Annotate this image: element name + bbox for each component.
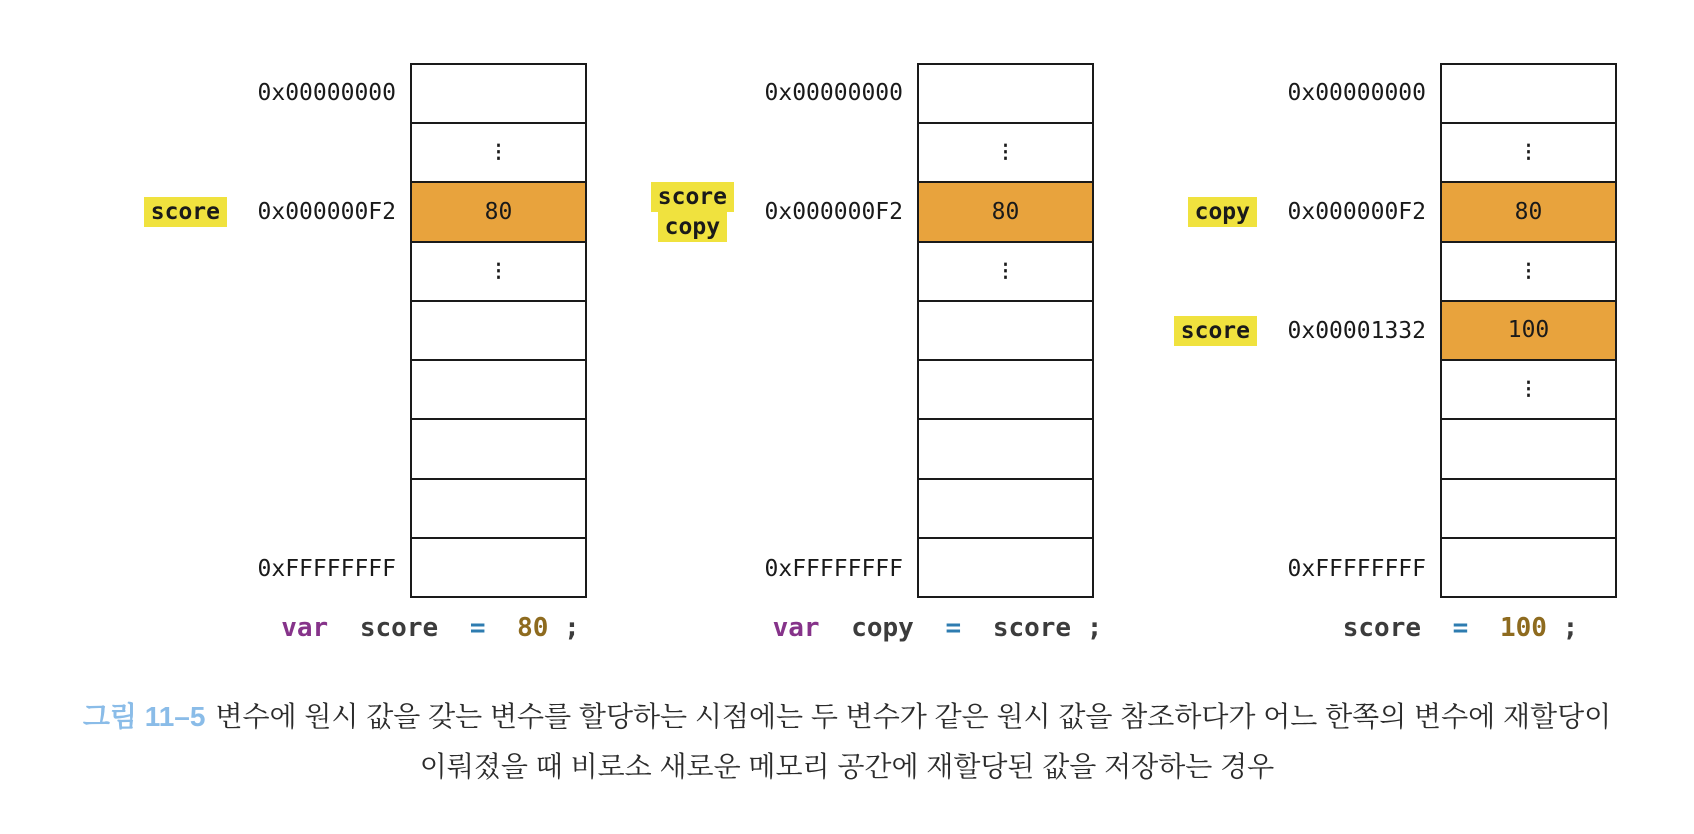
code-line-2 (704, 611, 1171, 645)
code-line-1 (197, 611, 664, 645)
memory-cell (412, 478, 585, 537)
memory-panel-2 (627, 63, 1103, 663)
variable-label-score: score (1174, 316, 1257, 346)
memory-cell-ellipsis (412, 122, 585, 181)
cell-value: 80 (991, 199, 1020, 226)
code-identifier: score (992, 613, 1072, 643)
figure-caption (0, 692, 1694, 792)
cell-value: 80 (484, 199, 513, 226)
code-keyword: var (772, 613, 820, 643)
code-identifier: copy (851, 613, 914, 643)
memory-panel-1 (120, 63, 587, 663)
address-score-copy: 0x000000F2 (764, 199, 903, 225)
memory-cell-ellipsis (1442, 241, 1615, 300)
vertical-ellipsis: ⋮ (489, 141, 508, 164)
memory-cell (919, 537, 1092, 596)
memory-cell (412, 418, 585, 477)
cell-value: 80 (1514, 199, 1543, 226)
vertical-ellipsis: ⋮ (1519, 141, 1538, 164)
memory-cell (919, 65, 1092, 122)
memory-column-3 (1440, 63, 1617, 598)
variable-label-score: score (144, 197, 227, 227)
variable-labels-score (144, 197, 227, 227)
code-number: 80 (517, 613, 549, 643)
vertical-ellipsis: ⋮ (489, 259, 508, 282)
variable-labels-copy (1188, 197, 1257, 227)
address-top: 0x00000000 (764, 80, 903, 106)
memory-cell (919, 300, 1092, 359)
address-score: 0x00001332 (1287, 318, 1426, 344)
address-copy: 0x000000F2 (1287, 199, 1426, 225)
code-semicolon: ; (564, 613, 580, 643)
variable-label-score: score (651, 182, 734, 212)
memory-cell (1442, 478, 1615, 537)
variable-label-copy: copy (658, 212, 727, 242)
memory-cell-copy (1442, 181, 1615, 240)
vertical-ellipsis: ⋮ (996, 259, 1015, 282)
code-keyword: var (281, 613, 329, 643)
vertical-ellipsis: ⋮ (1519, 259, 1538, 282)
memory-cell-ellipsis (919, 241, 1092, 300)
address-bottom: 0xFFFFFFFF (257, 556, 396, 582)
code-number: 100 (1499, 613, 1547, 643)
variable-label-copy: copy (1188, 197, 1257, 227)
memory-panel-3 (1150, 63, 1617, 663)
figure-caption-line2: 이뤄졌을 때 비로소 새로운 메모리 공간에 재할당된 값을 저장하는 경우 (419, 751, 1275, 782)
address-top: 0x00000000 (1287, 80, 1426, 106)
vertical-ellipsis: ⋮ (1519, 378, 1538, 401)
code-operator: = (469, 613, 486, 643)
code-identifier: score (1342, 613, 1422, 643)
memory-cell (919, 418, 1092, 477)
memory-cell (1442, 537, 1615, 596)
memory-cell-ellipsis (412, 241, 585, 300)
memory-cell (1442, 65, 1615, 122)
code-semicolon: ; (1562, 613, 1579, 643)
memory-cell-ellipsis (919, 122, 1092, 181)
cell-value: 100 (1507, 317, 1550, 344)
memory-cell (919, 359, 1092, 418)
code-line-3 (1227, 611, 1694, 645)
code-operator: = (1452, 613, 1469, 643)
memory-cell-score-new (1442, 300, 1615, 359)
code-semicolon: ; (1086, 613, 1103, 643)
memory-cell (412, 65, 585, 122)
code-identifier: score (359, 613, 439, 643)
memory-cell (1442, 418, 1615, 477)
variable-labels-score-copy (651, 182, 734, 242)
memory-cell (412, 359, 585, 418)
address-bottom: 0xFFFFFFFF (764, 556, 903, 582)
variable-labels-score (1174, 316, 1257, 346)
memory-column-2 (917, 63, 1094, 598)
address-score: 0x000000F2 (257, 199, 396, 225)
address-bottom: 0xFFFFFFFF (1287, 556, 1426, 582)
memory-cell (919, 478, 1092, 537)
memory-cell-ellipsis (1442, 359, 1615, 418)
figure-caption-text1: 변수에 원시 값을 갖는 변수를 할당하는 시점에는 두 변수가 같은 원시 값을 참조하다가 어느 한쪽의 변수에 재할당이 (215, 701, 1612, 732)
memory-cell (412, 537, 585, 596)
memory-cell (412, 300, 585, 359)
figure-caption-line1 (0, 692, 1694, 742)
memory-column-1 (410, 63, 587, 598)
vertical-ellipsis: ⋮ (996, 141, 1015, 164)
memory-cell-ellipsis (1442, 122, 1615, 181)
memory-cell-shared (919, 181, 1092, 240)
address-top: 0x00000000 (257, 80, 396, 106)
memory-cell-score (412, 181, 585, 240)
code-operator: = (945, 613, 962, 643)
figure-number-label: 그림 11–5 (82, 701, 206, 732)
